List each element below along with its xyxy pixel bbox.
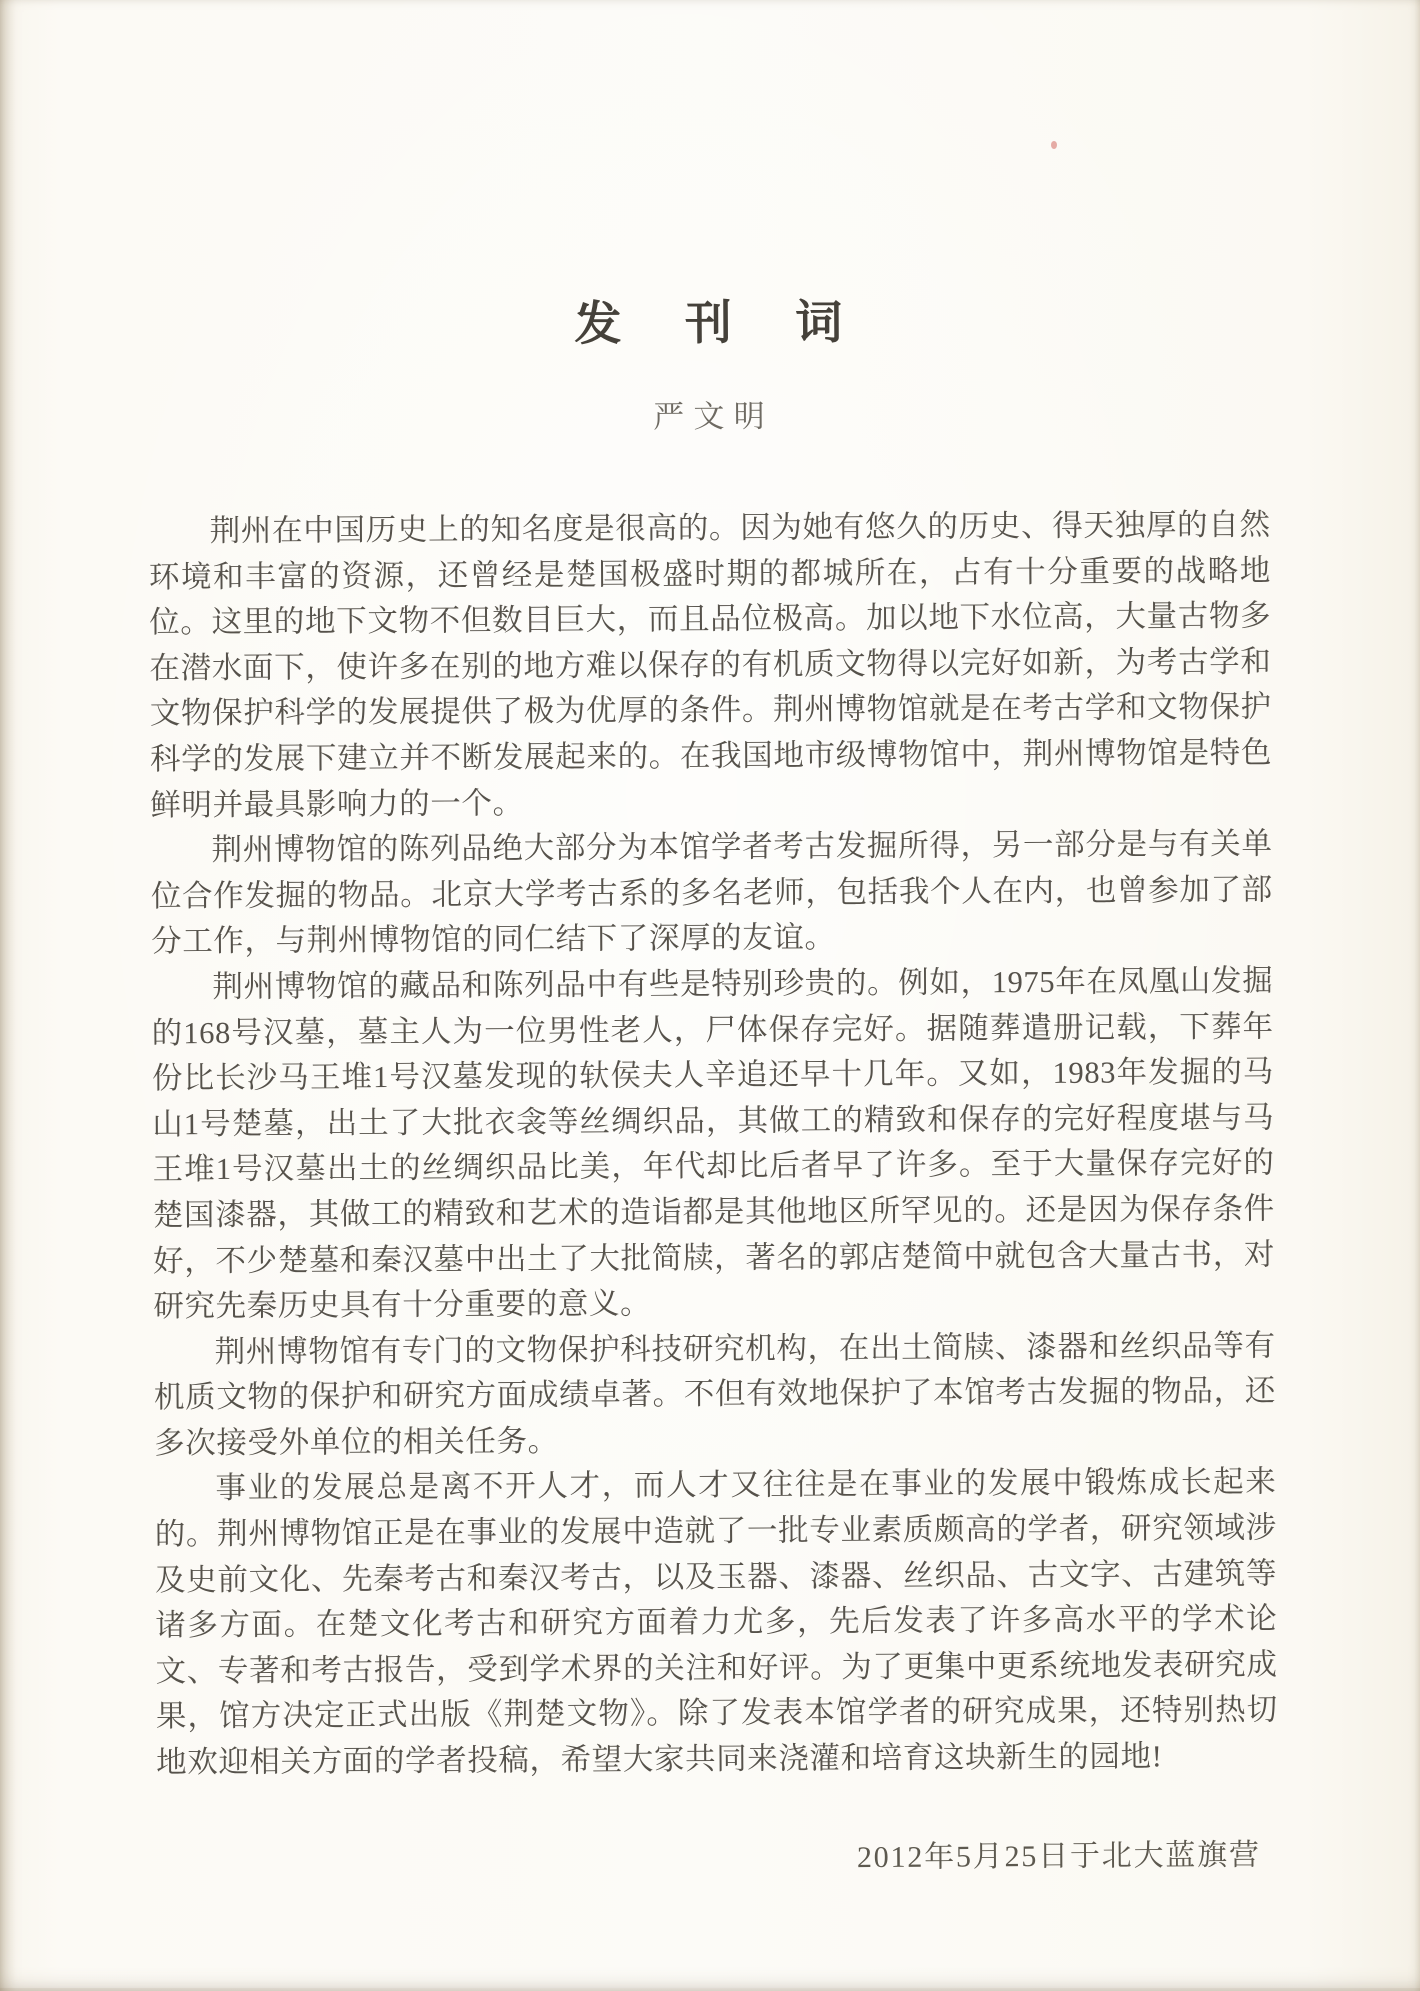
paragraph-1: 荆州在中国历史上的知名度是很高的。因为她有悠久的历史、得天独厚的自然环境和丰富的资源，还曾经是楚国极盛时期的都城所在，占有十分重要的战略地位。这里的地下文物不但数目巨大，而且品位极高。加以地下水位高，大量古物多在潜水面下，使许多在别的地方难以保存的有机质文物得以完好如新，为考古学和文物保护科学的发展提供了极为优厚的条件。荆州博物馆就是在考古学和文物保护科学的发展下建立并不断发展起来的。在我国地市级博物馆中，荆州博物馆是特色鲜明并最具影响力的一个。 — [148, 507, 1273, 822]
dateline: 2012年5月25日于北大蓝旗营 — [856, 1838, 1261, 1874]
page-title: 发 刊 词 — [574, 297, 869, 351]
paragraph-5: 事业的发展总是离不开人才，而人才又往往是在事业的发展中锻炼成长起来的。荆州博物馆正是在事业的发展中造就了一批专业素质颇高的学者，研究领域涉及史前文化、先秦考古和秦汉考古，以及玉器、漆器、丝织品、古文字、古建筑等诸多方面。在楚文化考古和研究方面着力尤多，先后发表了许多高水平的学术论文、专著和考古报告，受到学术界的关注和好评。为了更集中更系统地发表研究成果，馆方决定正式出版《荆楚文物》。除了发表本馆学者的研究成果，还特别热切地欢迎相关方面的学者投稿，希望大家共同来浇灌和培育这块新生的园地! — [154, 1465, 1278, 1780]
document-body — [149, 503, 1279, 1786]
paragraph-4: 荆州博物馆有专门的文物保护科技研究机构，在出土简牍、漆器和丝织品等有机质文物的保护和研究方面成绩卓著。不但有效地保护了本馆考古发掘的物品，还多次接受外单位的相关任务。 — [153, 1328, 1277, 1461]
author-name: 严文明 — [653, 398, 775, 435]
paragraph-3: 荆州博物馆的藏品和陈列品中有些是特别珍贵的。例如，1975年在凤凰山发掘的168号汉墓，墓主人为一位男性老人，尸体保存完好。据随葬遣册记载，下葬年份比长沙马王堆1号汉墓发现的轪侯夫人辛追还早十几年。又如，1983年发掘的马山1号楚墓，出土了大批衣衾等丝绸织品，其做工的精致和保存的完好程度堪与马王堆1号汉墓出土的丝绸织品比美，年代却比后者早了许多。至于大量保存完好的楚国漆器，其做工的精致和艺术的造诣都是其他地区所罕见的。还是因为保存条件好，不少楚墓和秦汉墓中出土了大批简牍，著名的郭店楚简中就包含大量古书，对研究先秦历史具有十分重要的意义。 — [151, 963, 1276, 1324]
document-content — [145, 0, 1278, 1880]
paragraph-2: 荆州博物馆的陈列品绝大部分为本馆学者考古发掘所得，另一部分是与有关单位合作发掘的物品。北京大学考古系的多名老师，包括我个人在内，也曾参加了部分工作，与荆州博物馆的同仁结下了深厚的友谊。 — [150, 826, 1273, 959]
